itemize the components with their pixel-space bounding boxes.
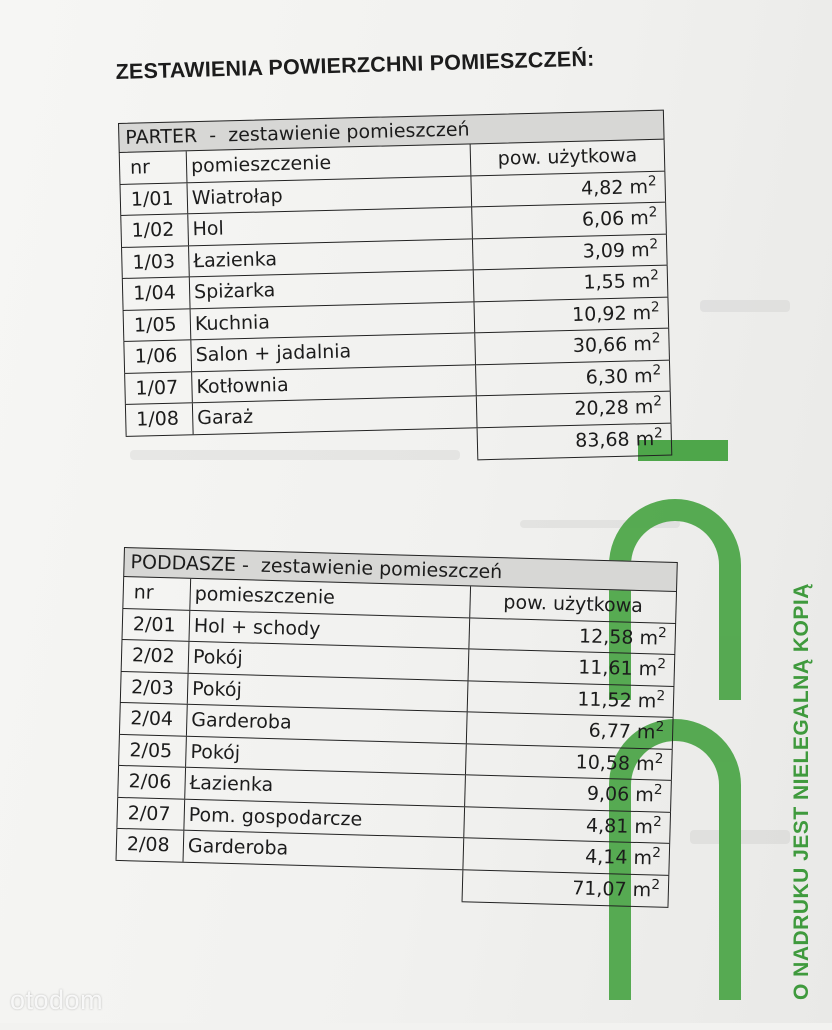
room-name: Garderoba xyxy=(183,831,464,869)
room-number: 2/04 xyxy=(119,703,187,735)
room-name: Spiżarka xyxy=(189,270,474,307)
room-area: 10,58 $m^2$ xyxy=(465,744,673,780)
room-area: 3,09 $m^2$ xyxy=(472,234,668,269)
room-name: Pokój xyxy=(188,642,469,680)
poddasze-table-heading: PODDASZE - zestawienie pomieszczeń xyxy=(123,547,678,592)
room-name: Pokój xyxy=(185,736,466,774)
room-area: 30,66 $m^2$ xyxy=(474,329,670,364)
room-area: 4,82 $m^2$ xyxy=(470,171,666,206)
room-name: Pokój xyxy=(187,673,468,711)
room-area: 20,28 $m^2$ xyxy=(476,392,672,427)
room-name: Kuchnia xyxy=(190,302,475,339)
parter-total-row xyxy=(477,424,673,460)
room-area: 6,77 $m^2$ xyxy=(466,712,674,748)
room-number: 2/05 xyxy=(118,734,186,766)
room-number: 2/03 xyxy=(120,671,188,703)
page-title: ZESTAWIENIA POWIERZCHNI POMIESZCZEŃ: xyxy=(115,46,595,85)
room-area: 12,58 $m^2$ xyxy=(468,618,676,654)
room-area: 6,30 $m^2$ xyxy=(475,360,671,395)
poddasze-total-row xyxy=(462,870,670,907)
room-number: 2/08 xyxy=(116,829,184,861)
room-number: 1/07 xyxy=(124,372,192,404)
room-name: Hol + schody xyxy=(188,610,469,648)
room-area: 4,14 $m^2$ xyxy=(462,838,670,874)
room-number: 1/01 xyxy=(120,183,188,215)
room-number: 1/04 xyxy=(122,277,190,309)
room-number: 1/06 xyxy=(123,340,191,372)
col-area-header: pow. użytkowa xyxy=(469,586,677,622)
parter-total-area: 83,68 $m^2$ xyxy=(477,424,673,459)
bleed-through-smudge xyxy=(130,450,460,460)
bleed-through-smudge xyxy=(700,300,790,312)
room-name: Łazienka xyxy=(184,768,465,806)
room-name: Kotłownia xyxy=(191,365,476,402)
room-area: 6,06 $m^2$ xyxy=(471,203,667,238)
col-name-header: pomieszczenie xyxy=(186,144,471,181)
col-nr-header: nr xyxy=(122,577,190,609)
room-number: 2/02 xyxy=(121,640,189,672)
parter-table-heading: PARTER - zestawienie pomieszczeń xyxy=(118,110,665,153)
col-area-header: pow. użytkowa xyxy=(470,140,666,175)
room-area: 10,92 $m^2$ xyxy=(473,297,669,332)
room-name: Garderoba xyxy=(186,705,467,743)
room-name: Salon + jadalnia xyxy=(190,333,475,370)
room-name: Łazienka xyxy=(188,239,473,276)
room-number: 1/05 xyxy=(123,309,191,341)
room-number: 1/08 xyxy=(125,403,193,435)
room-area: 1,55 $m^2$ xyxy=(473,266,669,301)
otodom-watermark: otodom xyxy=(10,985,104,1015)
col-name-header: pomieszczenie xyxy=(189,579,470,617)
poddasze-total-area: 71,07 $m^2$ xyxy=(462,870,670,906)
room-area: 11,61 $m^2$ xyxy=(468,649,676,685)
room-name: Garaż xyxy=(192,396,477,433)
col-nr-header: nr xyxy=(119,151,187,183)
room-number: 2/06 xyxy=(117,766,185,798)
room-number: 1/02 xyxy=(120,214,188,246)
room-name: Hol xyxy=(187,207,472,244)
room-number: 2/07 xyxy=(116,797,184,829)
copy-warning-watermark: O NADRUKU JEST NIELEGALNĄ KOPIĄ xyxy=(790,583,813,1000)
room-area: 9,06 $m^2$ xyxy=(464,775,672,811)
room-name: Pom. gospodarcze xyxy=(183,799,464,837)
room-name: Wiatrołap xyxy=(186,176,471,213)
room-number: 1/03 xyxy=(121,246,189,278)
room-number: 2/01 xyxy=(122,608,190,640)
room-area: 11,52 $m^2$ xyxy=(467,681,675,717)
room-area: 4,81 $m^2$ xyxy=(463,807,671,843)
